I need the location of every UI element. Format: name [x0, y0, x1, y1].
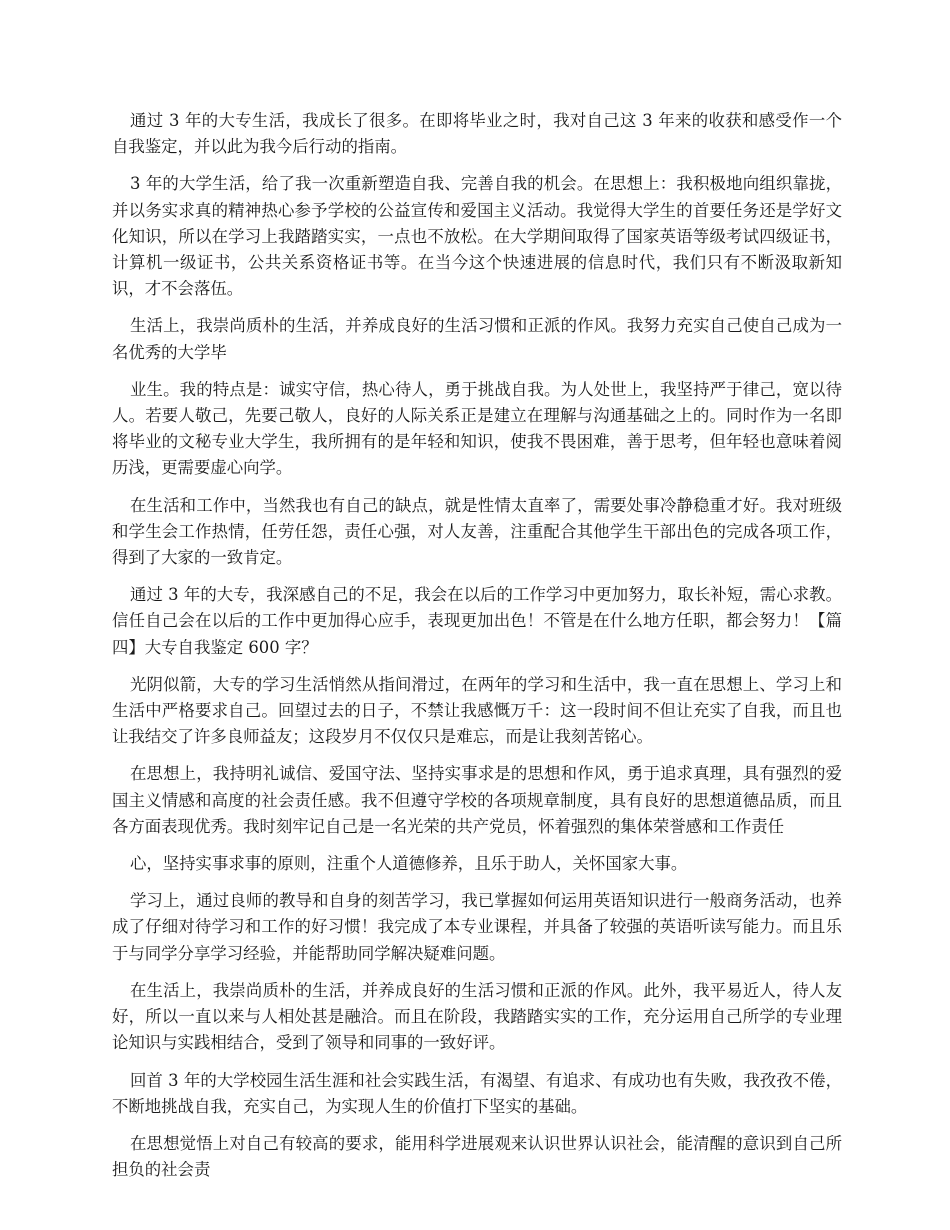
- paragraph-6: 通过 3 年的大专，我深感自己的不足，我会在以后的工作学习中更加努力，取长补短，需心求教。信任自己会在以后的工作中更加得心应手，表现更加出色！不管是在什么地方任职，都会努力！【篇四】大专自我鉴定 600 字？: [112, 585, 842, 657]
- paragraph-10: 学习上，通过良师的教导和自身的刻苦学习，我已掌握如何运用英语知识进行一般商务活动，也养成了仔细对待学习和工作的好习惯！我完成了本专业课程，并具备了较强的英语听读写能力。而且乐于与同学分享学习经验，并能帮助同学解决疑难问题。: [112, 891, 842, 963]
- paragraph-12: 回首 3 年的大学校园生活生涯和社会实践生活，有渴望、有追求、有成功也有失败，我孜孜不倦，不断地挑战自我，充实自己，为实现人生的价值打下坚实的基础。: [112, 1070, 842, 1116]
- paragraph-3: 生活上，我崇尚质朴的生活，并养成良好的生活习惯和正派的作风。我努力充实自己使自己成为一名优秀的大学毕: [112, 316, 842, 362]
- paragraph-13: 在思想觉悟上对自己有较高的要求，能用科学进展观来认识世界认识社会，能清醒的意识到自己所担负的社会责: [112, 1133, 842, 1180]
- paragraph-1: 通过 3 年的大专生活，我成长了很多。在即将毕业之时，我对自己这 3 年来的收获和感受作一个自我鉴定，并以此为我今后行动的指南。: [112, 111, 842, 157]
- paragraph-8: 在思想上，我持明礼诚信、爱国守法、坚持实事求是的思想和作风，勇于追求真理，具有强烈的爱国主义情感和高度的社会责任感。我不但遵守学校的各项规章制度，具有良好的思想道德品质，而且各方面表现优秀。我时刻牢记自己是一名光荣的共产党员，怀着强烈的集体荣誉感和工作责任: [112, 764, 842, 836]
- paragraph-9: 心，坚持实事求事的原则，注重个人道德修养，且乐于助人，关怀国家大事。: [130, 854, 688, 874]
- paragraph-4: 业生。我的特点是：诚实守信，热心待人，勇于挑战自我。为人处世上，我坚持严于律己，宽以待人。若要人敬己，先要己敬人，良好的人际关系正是建立在理解与沟通基础之上的。同时作为一名即将毕业的文秘专业大学生，我所拥有的是年轻和知识，使我不畏困难，善于思考，但年轻也意味着阅历浅，更需要虚心向学。: [112, 379, 842, 478]
- document-body: [112, 108, 842, 1194]
- paragraph-5: 在生活和工作中，当然我也有自己的缺点，就是性情太直率了，需要处事冷静稳重才好。我对班级和学生会工作热情，任劳任怨，责任心强，对人友善，注重配合其他学生干部出色的完成各项工作，得到了大家的一致肯定。: [112, 495, 842, 568]
- paragraph-7: 光阴似箭，大专的学习生活悄然从指间滑过，在两年的学习和生活中，我一直在思想上、学习上和生活中严格要求自己。回望过去的日子，不禁让我感慨万千：这一段时间不但让充实了自我，而且也让我结交了许多良师益友；这段岁月不仅仅只是难忘，而是让我刻苦铭心。: [112, 674, 842, 747]
- paragraph-11: 在生活上，我崇尚质朴的生活，并养成良好的生活习惯和正派的作风。此外，我平易近人，待人友好，所以一直以来与人相处甚是融洽。而且在阶段，我踏踏实实的工作，充分运用自己所学的专业理论知识与实践相结合，受到了领导和同事的一致好评。: [112, 980, 842, 1053]
- paragraph-2: 3 年的大学生活，给了我一次重新塑造自我、完善自我的机会。在思想上：我积极地向组织靠拢，并以务实求真的精神热心参予学校的公益宣传和爱国主义活动。我觉得大学生的首要任务还是学好文化知识，所以在学习上我踏踏实实，一点也不放松。在大学期间取得了国家英语等级考试四级证书，计算机一级证书，公共关系资格证书等。在当今这个快速进展的信息时代，我们只有不断汲取新知识，才不会落伍。: [112, 174, 842, 299]
